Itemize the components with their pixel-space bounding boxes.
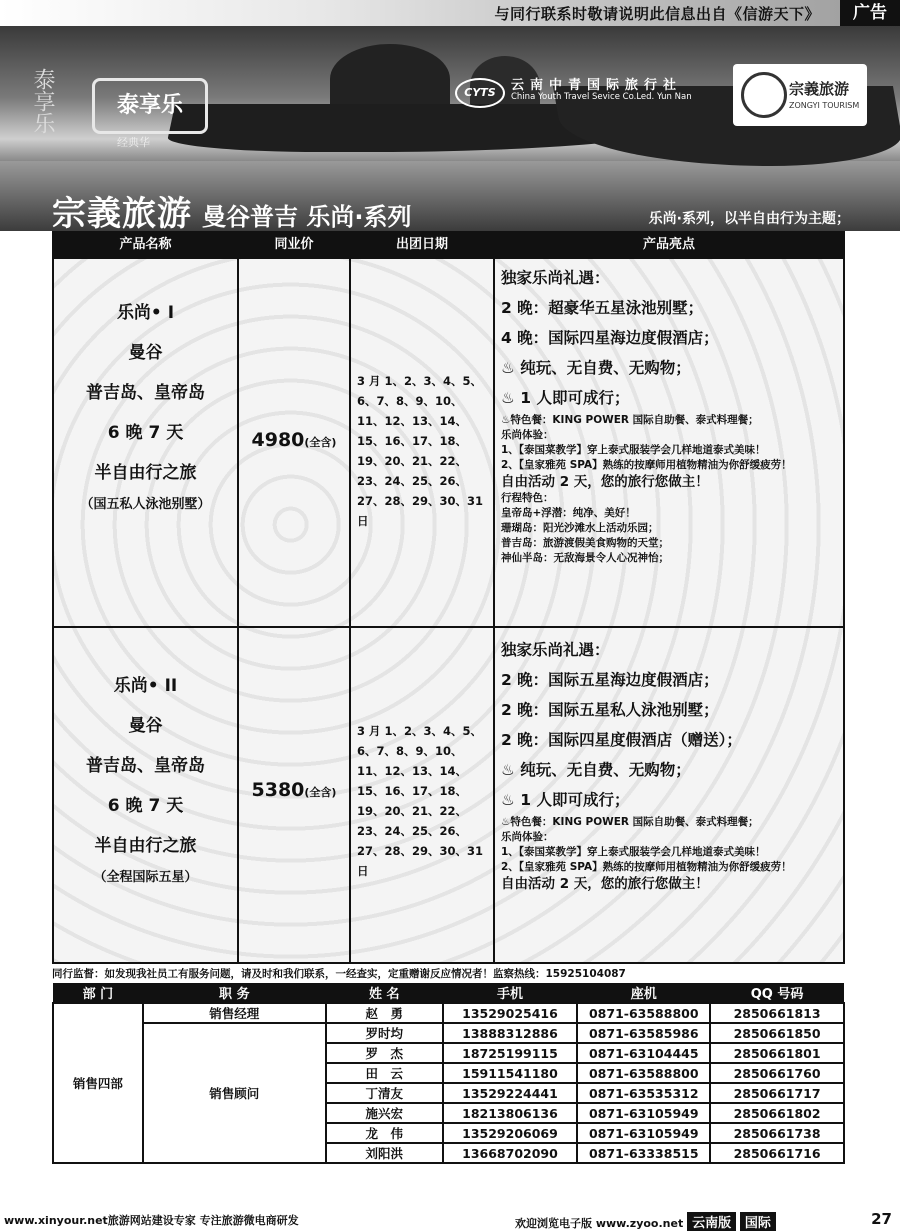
cyts-emblem-icon: CYTS bbox=[455, 78, 505, 108]
qq-cell: 2850661760 bbox=[710, 1063, 844, 1083]
product-table bbox=[52, 231, 845, 964]
price-cell bbox=[239, 779, 349, 801]
price-cell bbox=[239, 429, 349, 451]
highlight-detail: 1、【泰国菜教学】穿上泰式服装学会几样地道泰式美味！ bbox=[501, 846, 766, 858]
departure-dates-cell: 3 月 1、2、3、4、5、6、7、8、9、10、11、12、13、14、15、16、17、18、19、20、21、22、23、24、25、26、27、28、29、30、31 日 bbox=[357, 374, 484, 528]
highlights-cell bbox=[495, 259, 843, 570]
highlight-detail: 2、【皇家雅苑 SPA】熟练的按摩师用植物精油为你舒缓疲劳！ bbox=[501, 861, 792, 873]
header-departure-dates: 出团日期 bbox=[351, 233, 493, 257]
departure-dates-cell: 3 月 1、2、3、4、5、6、7、8、9、10、11、12、13、14、15、16、17、18、19、20、21、22、23、24、25、26、27、28、29、30、31 日 bbox=[357, 724, 484, 878]
mobile-cell: 13529206069 bbox=[443, 1123, 578, 1143]
highlight-detail: 乐尚体验： bbox=[501, 429, 554, 441]
cyts-logo bbox=[455, 74, 740, 116]
product-note: （全程国际五星） bbox=[93, 870, 198, 885]
qq-cell: 2850661801 bbox=[710, 1043, 844, 1063]
landline-cell: 0871-63105949 bbox=[577, 1103, 710, 1123]
page-title-series: 曼谷普吉 乐尚·系列 bbox=[202, 203, 412, 231]
header-qq: QQ 号码 bbox=[710, 983, 844, 1003]
hero-banner bbox=[0, 26, 900, 231]
mobile-cell: 13529025416 bbox=[443, 1003, 578, 1023]
highlight-line: ♨ 1 人即可成行； bbox=[501, 791, 630, 809]
supervision-notice: 同行监督：如发现我社员工有服务问题，请及时和我们联系，一经查实，定重赠谢反应情况者！监察热线：15925104087 bbox=[52, 968, 626, 980]
highlight-line: 独家乐尚礼遇： bbox=[501, 269, 610, 287]
page-title-brand: 宗義旅游 bbox=[52, 194, 192, 231]
name-cell: 刘阳洪 bbox=[326, 1143, 443, 1163]
footprint-emblem-icon bbox=[741, 72, 787, 118]
ad-tag: 广告 bbox=[840, 0, 900, 26]
highlight-line: ♨ 纯玩、无自费、无购物； bbox=[501, 359, 691, 377]
qq-cell: 2850661738 bbox=[710, 1123, 844, 1143]
header-landline: 座机 bbox=[577, 983, 710, 1003]
highlight-line: 独家乐尚礼遇： bbox=[501, 641, 610, 659]
itinerary-feature: 神仙半岛：无敌海景令人心况神怡； bbox=[501, 552, 669, 564]
zongyi-english-name: ZONGYI TOURISM bbox=[789, 101, 860, 110]
name-cell: 赵 勇 bbox=[326, 1003, 443, 1023]
highlight-line: 2 晚：国际五星海边度假酒店； bbox=[501, 671, 719, 689]
footer-right bbox=[515, 1212, 776, 1231]
mobile-cell: 18725199115 bbox=[443, 1043, 578, 1063]
logo-sub-text: 经典华 bbox=[117, 136, 150, 149]
highlight-line: 2 晚：超豪华五星泳池别墅； bbox=[501, 299, 704, 317]
qq-cell: 2850661850 bbox=[710, 1023, 844, 1043]
footer-left-text: www.xinyour.net旅游网站建设专家 专注旅游微电商研发 bbox=[4, 1214, 299, 1227]
landline-cell: 0871-63105949 bbox=[577, 1123, 710, 1143]
product-note: （国五私人泳池别墅） bbox=[80, 497, 211, 512]
price-value: 5380 bbox=[251, 779, 305, 801]
highlights-cell bbox=[495, 631, 843, 897]
product-title: 乐尚• II bbox=[113, 676, 178, 696]
product-title: 乐尚• I bbox=[116, 303, 175, 323]
role-cell: 销售顾问 bbox=[143, 1023, 326, 1163]
page-number: 27 bbox=[871, 1210, 892, 1228]
staff-header-row bbox=[53, 983, 844, 1003]
header-product-name: 产品名称 bbox=[54, 233, 237, 257]
product-name-cell bbox=[54, 293, 237, 517]
itinerary-feature: 珊瑚岛：阳光沙滩水上活动乐园； bbox=[501, 522, 659, 534]
landline-cell: 0871-63535312 bbox=[577, 1083, 710, 1103]
table-row bbox=[53, 1023, 844, 1043]
highlight-line: 2 晚：国际五星私人泳池别墅； bbox=[501, 701, 719, 719]
itinerary-feature: 行程特色： bbox=[501, 492, 554, 504]
logo-script-text: 泰享乐 bbox=[30, 68, 55, 134]
row-divider bbox=[54, 626, 843, 628]
staff-contact-table bbox=[52, 983, 845, 1164]
column-divider bbox=[237, 233, 239, 962]
header-department: 部 门 bbox=[53, 983, 143, 1003]
name-cell: 田 云 bbox=[326, 1063, 443, 1083]
highlight-line: ♨ 1 人即可成行； bbox=[501, 389, 630, 407]
product-islands: 普吉岛、皇帝岛 bbox=[86, 756, 205, 776]
series-tagline: 乐尚·系列，以半自由行为主题； bbox=[648, 211, 850, 227]
header-name: 姓 名 bbox=[326, 983, 443, 1003]
product-islands: 普吉岛、皇帝岛 bbox=[86, 383, 205, 403]
highlight-detail: ♨特色餐：KING POWER 国际自助餐、泰式料理餐； bbox=[501, 414, 759, 426]
highlight-line: 4 晚：国际四星海边度假酒店； bbox=[501, 329, 719, 347]
role-cell: 销售经理 bbox=[143, 1003, 326, 1023]
landline-cell: 0871-63104445 bbox=[577, 1043, 710, 1063]
header-highlights: 产品亮点 bbox=[495, 233, 843, 257]
product-duration: 6 晚 7 天 bbox=[107, 423, 184, 443]
department-cell: 销售四部 bbox=[53, 1003, 143, 1163]
mobile-cell: 15911541180 bbox=[443, 1063, 578, 1083]
highlight-line: 2 晚：国际四星度假酒店（赠送）； bbox=[501, 731, 742, 749]
product-city: 曼谷 bbox=[128, 716, 163, 736]
product-type: 半自由行之旅 bbox=[94, 463, 197, 483]
landline-cell: 0871-63588800 bbox=[577, 1003, 710, 1023]
name-cell: 罗 杰 bbox=[326, 1043, 443, 1063]
product-city: 曼谷 bbox=[128, 343, 163, 363]
zongyi-logo bbox=[733, 64, 867, 126]
landline-cell: 0871-63588800 bbox=[577, 1063, 710, 1083]
logo-brand-text: 泰享乐 bbox=[92, 78, 208, 134]
highlight-line: ♨ 纯玩、无自费、无购物； bbox=[501, 761, 691, 779]
name-cell: 龙 伟 bbox=[326, 1123, 443, 1143]
price-value: 4980 bbox=[251, 429, 305, 451]
highlight-detail: ♨特色餐：KING POWER 国际自助餐、泰式料理餐； bbox=[501, 816, 759, 828]
page-footer bbox=[0, 1208, 900, 1230]
mobile-cell: 13529224441 bbox=[443, 1083, 578, 1103]
footer-site-link[interactable]: 欢迎浏览电子版 www.zyoo.net bbox=[515, 1217, 684, 1230]
table-row bbox=[53, 1003, 844, 1023]
cyts-name: 云南中青国际旅行社 bbox=[511, 78, 683, 93]
mobile-cell: 13888312886 bbox=[443, 1023, 578, 1043]
highlight-detail: 乐尚体验： bbox=[501, 831, 554, 843]
price-note: (全含) bbox=[304, 786, 337, 799]
mobile-cell: 18213806136 bbox=[443, 1103, 578, 1123]
header-mobile: 手机 bbox=[443, 983, 578, 1003]
cyts-english-name: China Youth Travel Sevice Co.Led. Yun Nan bbox=[511, 92, 692, 102]
product-duration: 6 晚 7 天 bbox=[107, 796, 184, 816]
source-notice: 与同行联系时敬请说明此信息出自《信游天下》 bbox=[494, 5, 820, 23]
itinerary-feature: 皇帝岛+浮潜：纯净、美好！ bbox=[501, 507, 636, 519]
landline-cell: 0871-63585986 bbox=[577, 1023, 710, 1043]
section-badge: 国际 bbox=[740, 1212, 776, 1231]
highlight-free-days: 自由活动 2 天，您的旅行您做主！ bbox=[501, 876, 709, 892]
qq-cell: 2850661813 bbox=[710, 1003, 844, 1023]
qq-cell: 2850661717 bbox=[710, 1083, 844, 1103]
header-price: 同业价 bbox=[239, 233, 349, 257]
zongyi-name: 宗義旅游 bbox=[789, 80, 850, 98]
qq-cell: 2850661802 bbox=[710, 1103, 844, 1123]
highlight-detail: 1、【泰国菜教学】穿上泰式服装学会几样地道泰式美味！ bbox=[501, 444, 766, 456]
qq-cell: 2850661716 bbox=[710, 1143, 844, 1163]
product-type: 半自由行之旅 bbox=[94, 836, 197, 856]
page-title bbox=[52, 186, 411, 231]
landline-cell: 0871-63338515 bbox=[577, 1143, 710, 1163]
name-cell: 施兴宏 bbox=[326, 1103, 443, 1123]
highlight-free-days: 自由活动 2 天，您的旅行您做主！ bbox=[501, 474, 709, 490]
itinerary-feature: 普吉岛：旅游渡假美食购物的天堂； bbox=[501, 537, 669, 549]
header-role: 职 务 bbox=[143, 983, 326, 1003]
top-bar bbox=[0, 0, 900, 26]
mobile-cell: 13668702090 bbox=[443, 1143, 578, 1163]
thai-brand-logo bbox=[22, 68, 207, 150]
highlight-detail: 2、【皇家雅苑 SPA】熟练的按摩师用植物精油为你舒缓疲劳！ bbox=[501, 459, 792, 471]
edition-badge: 云南版 bbox=[687, 1212, 736, 1231]
name-cell: 丁清友 bbox=[326, 1083, 443, 1103]
name-cell: 罗时均 bbox=[326, 1023, 443, 1043]
product-name-cell bbox=[54, 666, 237, 890]
price-note: (全含) bbox=[304, 436, 337, 449]
